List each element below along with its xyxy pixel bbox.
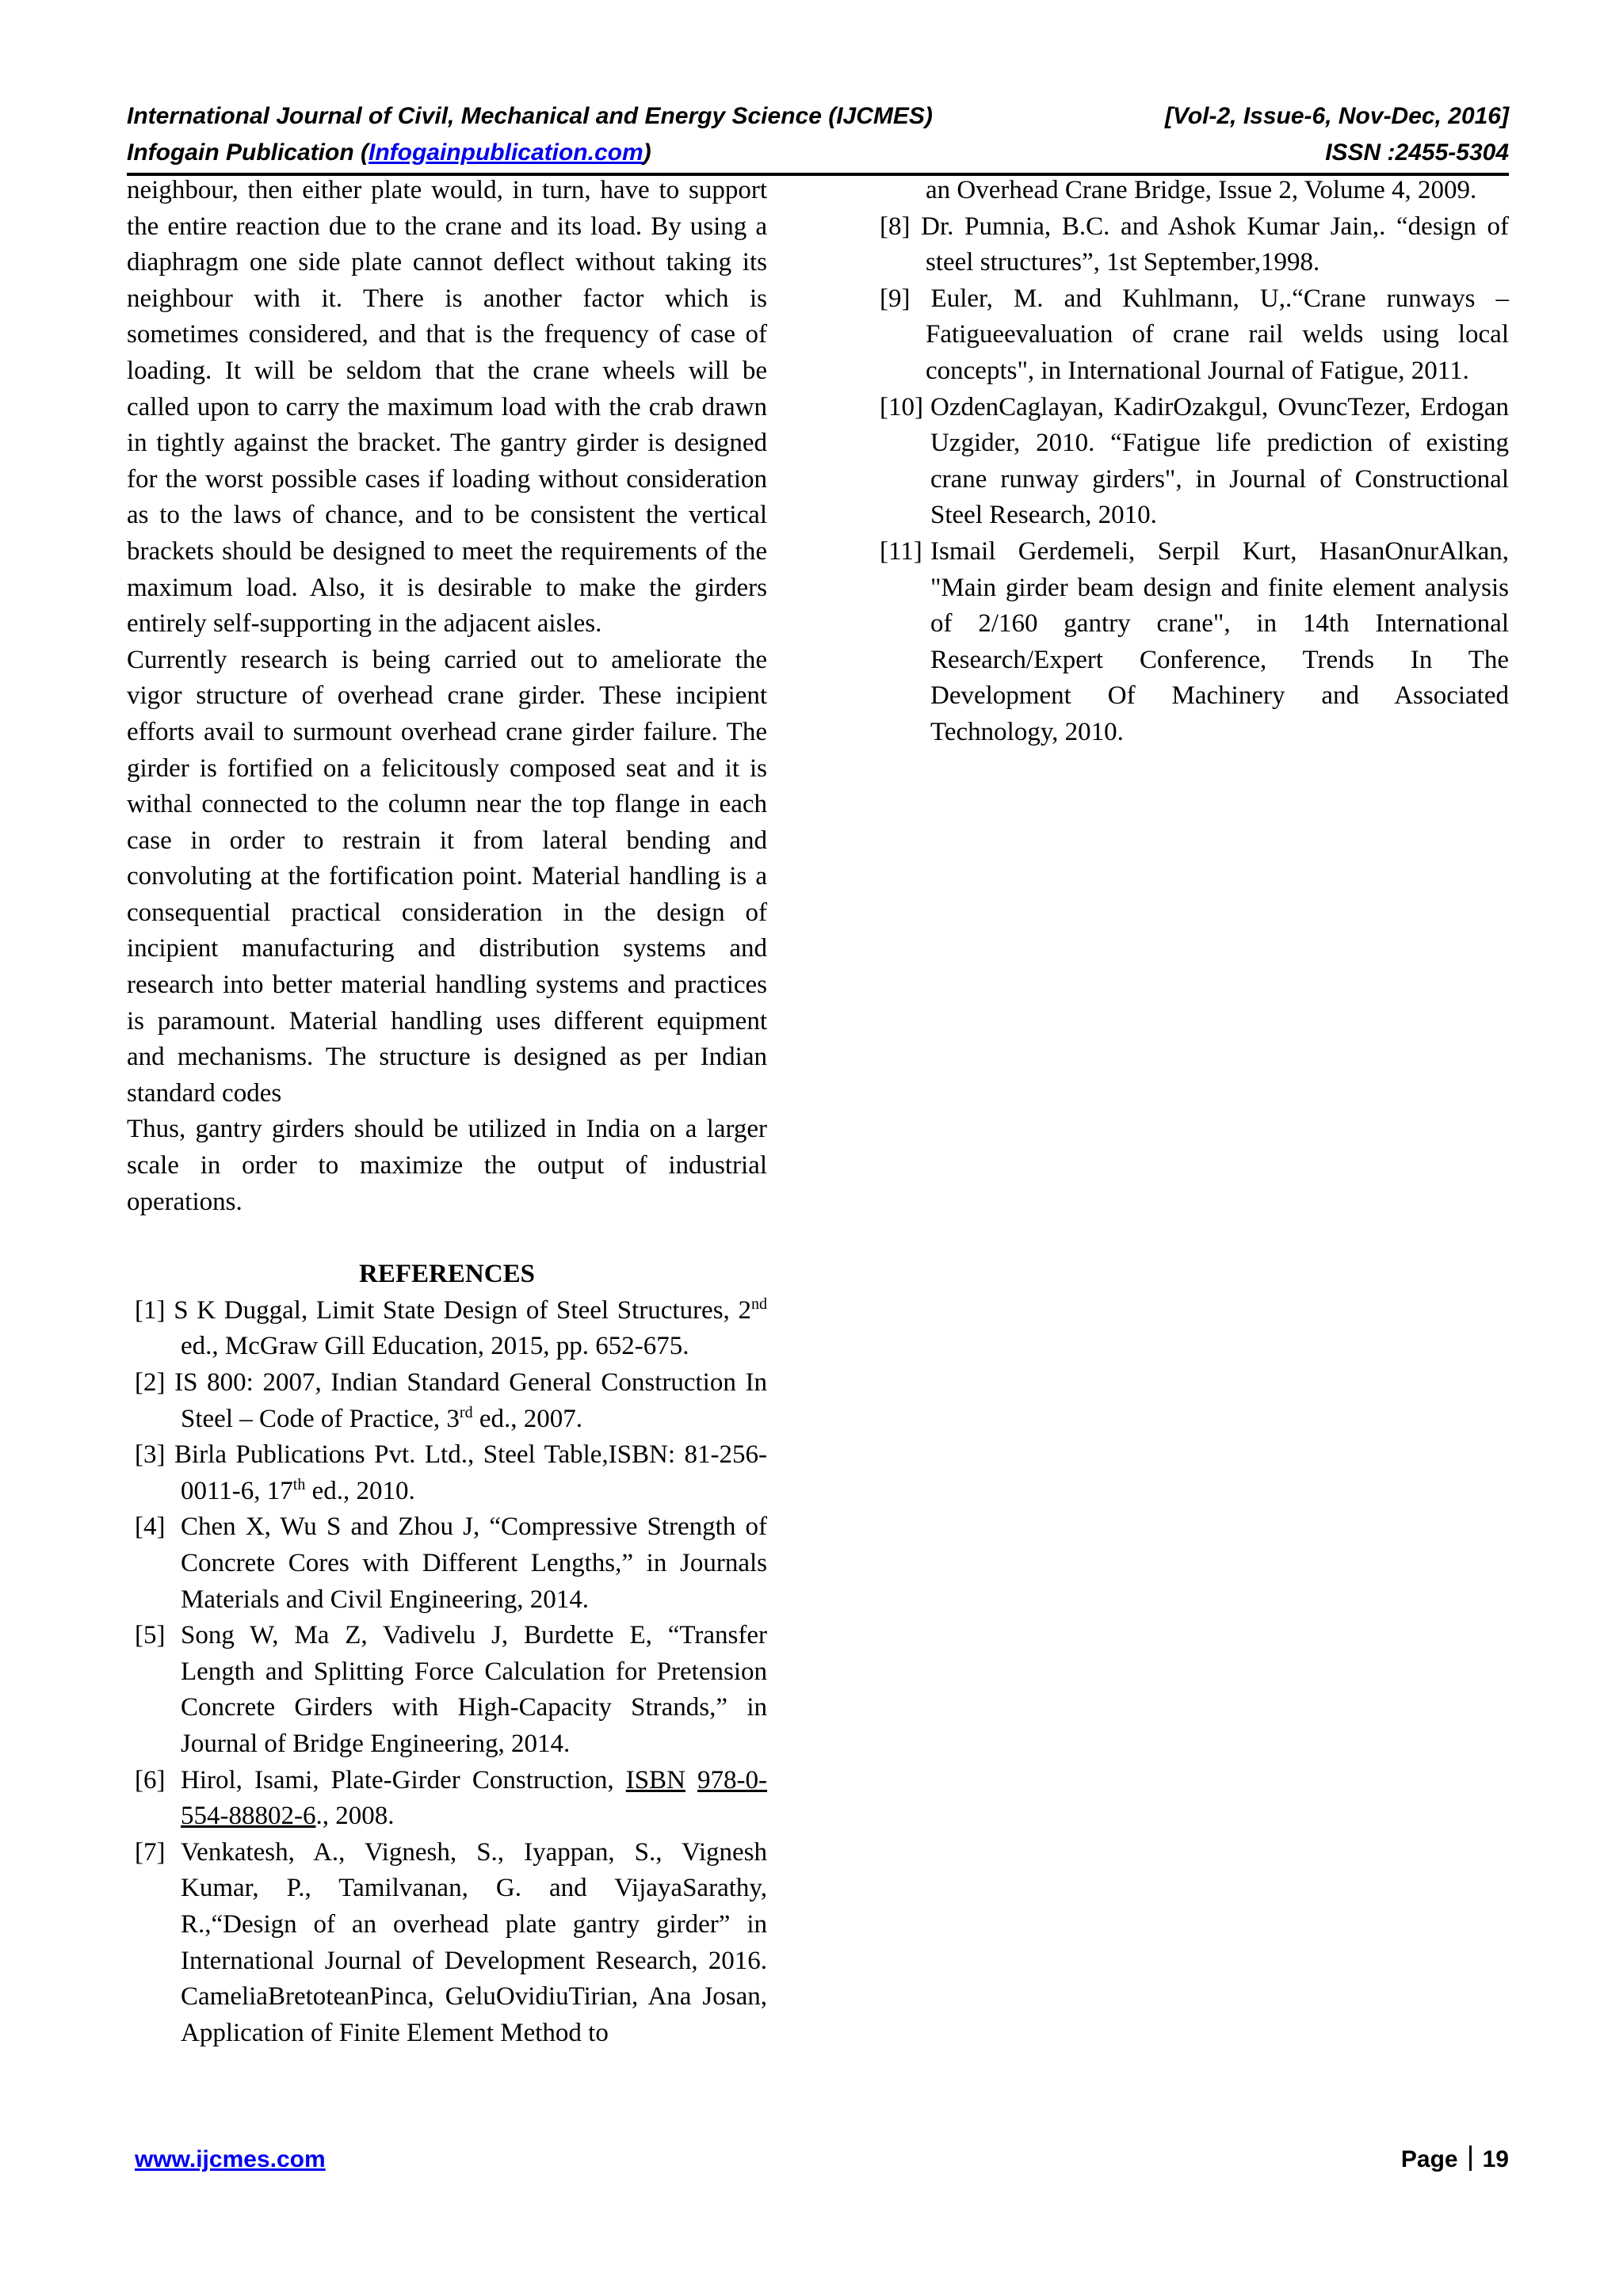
reference-text-part: Hirol, Isami, Plate-Girder Construction, (181, 1765, 626, 1794)
website-link[interactable]: www.ijcmes.com (135, 2146, 326, 2172)
reference-text: Birla Publications Pvt. Ltd., Steel Table,ISBN: 81-256-0011-6, 17 (174, 1440, 768, 1505)
reference-text: IS 800: 2007, Indian Standard General Construction In Steel – Code of Practice, 3 (174, 1368, 767, 1433)
reference-number: [5] (135, 1621, 166, 1650)
reference-text: Song W, Ma Z, Vadivelu J, Burdette E, “Transfer Length and Splitting Force Calculation for Pretension Concrete Girders with High-Capacity Strands,” in Journal of Bridge Engineering, 2014. (181, 1621, 767, 1758)
superscript: th (292, 1475, 306, 1493)
reference-number: [6] (135, 1765, 166, 1794)
page-separator (1469, 2145, 1472, 2171)
reference-5 (127, 1618, 767, 1762)
right-column (872, 173, 1509, 751)
reference-number: [9] (880, 284, 911, 313)
reference-number: [10] (880, 392, 923, 421)
isbn-link[interactable]: ISBN (625, 1765, 685, 1794)
volume-info: [Vol-2, Issue-6, Nov-Dec, 2016] (1164, 103, 1509, 129)
reference-text: ed., McGraw Gill Education, 2015, pp. 652-675. (181, 1332, 689, 1361)
publisher-suffix: ) (643, 139, 651, 166)
reference-text: Euler, M. and Kuhlmann, U,.“Crane runways – Fatigueevaluation of crane rail welds using local concepts", in International Journal of Fatigue, 2011. (926, 284, 1510, 385)
reference-7 (127, 1835, 767, 2052)
reference-number: [4] (135, 1512, 166, 1542)
body-paragraph: Currently research is being carried out to ameliorate the vigor structure of overhead crane girder. These incipient efforts avail to surmount overhead crane girder failure. The girder is fortified on a felicitously composed seat and it is withal connected to the column near the top flange in each case in order to restrain it from lateral bending and convoluting at the fortification point. Material handling is a consequential practical consideration in the design of incipient manufacturing and distribution systems and research into better material handling systems and practices is paramount. Material handling uses different equipment and mechanisms. The structure is designed as per Indian standard codes (127, 645, 767, 1108)
page-footer (135, 2144, 1509, 2176)
reference-number: [3] (135, 1440, 166, 1470)
references-heading: REFERENCES (359, 1260, 535, 1289)
reference-text: ed., 2007. (472, 1404, 582, 1433)
reference-4 (127, 1509, 767, 1618)
reference-text: Ismail Gerdemeli, Serpil Kurt, HasanOnurAlkan, "Main girder beam design and finite element analysis of 2/160 gantry crane", in 14th International Research/Expert Conference, Trends In The Development Of Machinery and Associated Technology, 2010. (930, 536, 1509, 746)
reference-1 (127, 1293, 767, 1365)
left-column (127, 173, 767, 2051)
superscript: nd (751, 1295, 768, 1313)
reference-7-continuation: an Overhead Crane Bridge, Issue 2, Volume 4, 2009. (926, 176, 1477, 204)
running-header (127, 98, 1509, 171)
page-label: Page (1400, 2146, 1458, 2172)
publisher (127, 135, 651, 171)
body-paragraph: Thus, gantry girders should be utilized in India on a larger scale in order to maximize the output of industrial operations. (127, 1115, 767, 1216)
page-number: 19 (1482, 2146, 1509, 2172)
reference-text: Venkatesh, A., Vignesh, S., Iyappan, S., Vignesh Kumar, P., Tamilvanan, G. and VijayaSarathy, R.,“Design of an overhead plate gantry girder” in International Journal of Development Research, 2016. CameliaBretoteanPinca, GeluOvidiuTirian, Ana Josan, Application of Finite Element Method to (181, 1837, 767, 2047)
reference-6 (127, 1763, 767, 1835)
reference-9 (872, 281, 1509, 390)
reference-text-part: ., 2008. (315, 1802, 395, 1831)
publisher-prefix: Infogain Publication ( (127, 139, 369, 166)
reference-11 (872, 534, 1509, 751)
reference-text: S K Duggal, Limit State Design of Steel Structures, 2 (174, 1295, 752, 1325)
reference-text: ed., 2010. (305, 1476, 415, 1505)
reference-number: [7] (135, 1837, 166, 1867)
reference-text (181, 1763, 767, 1835)
reference-10 (872, 390, 1509, 534)
issn: ISSN :2455-5304 (1325, 139, 1509, 166)
reference-text-part (685, 1766, 697, 1794)
reference-2 (127, 1365, 767, 1437)
reference-number: [8] (880, 212, 911, 241)
publisher-link[interactable]: Infogainpublication.com (368, 139, 643, 166)
reference-8 (872, 209, 1509, 281)
journal-title: International Journal of Civil, Mechanical and Energy Science (IJCMES) (127, 103, 933, 129)
reference-number: [11] (880, 536, 922, 566)
reference-text: OzdenCaglayan, KadirOzakgul, OvuncTezer, Erdogan Uzgider, 2010. “Fatigue life prediction of existing crane runway girders", in Journal of Constructional Steel Research, 2010. (930, 392, 1509, 530)
body-paragraph: neighbour, then either plate would, in turn, have to support the entire reaction due to the crane and its load. By using a diaphragm one side plate cannot deflect without taking its neighbour with it. There is another factor which is sometimes considered, and that is the frequency of case of loading. It will be seldom that the crane wheels will be called upon to carry the maximum load with the crab drawn in tightly against the bracket. The gantry girder is designed for the worst possible cases if loading without consideration as to the laws of chance, and to be consistent the vertical brackets should be designed to meet the requirements of the maximum load. Also, it is desirable to make the girders entirely self-supporting in the adjacent aisles. (127, 176, 767, 639)
isbn-number-link[interactable]: 978-0-554-88802-6 (181, 1765, 767, 1831)
page-indicator (1401, 2144, 1509, 2176)
spacer (127, 1220, 767, 1257)
reference-number: [2] (135, 1368, 166, 1397)
reference-3 (127, 1437, 767, 1509)
reference-number: [1] (135, 1295, 166, 1325)
reference-text: Chen X, Wu S and Zhou J, “Compressive Strength of Concrete Cores with Different Lengths,” in Journals Materials and Civil Engineering, 2014. (181, 1512, 767, 1614)
superscript: rd (459, 1403, 473, 1421)
reference-text: Dr. Pumnia, B.C. and Ashok Kumar Jain,. “design of steel structures”, 1st September,1998. (921, 212, 1510, 277)
